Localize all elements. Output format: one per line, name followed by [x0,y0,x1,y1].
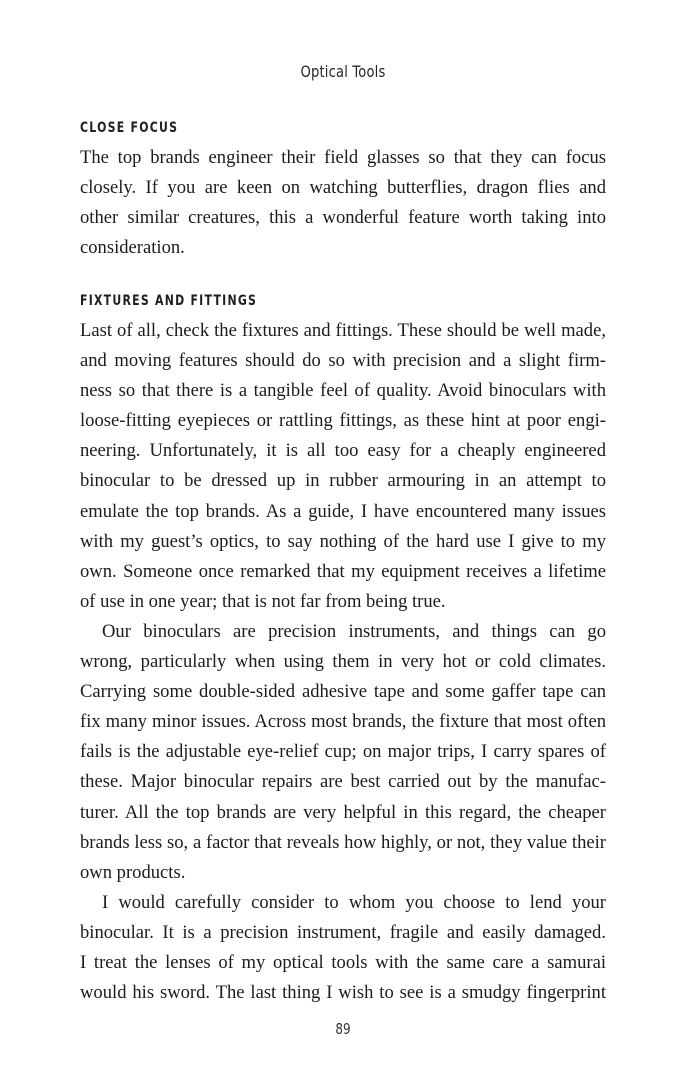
text-line: and moving features should do so with precision and a slight firm- [80,350,606,372]
text-line: these. Major binocular repairs are best carried out by the manufac- [80,771,606,793]
section-heading: FIXTURES AND FITTINGS [80,293,258,309]
text-line: brands less so, a factor that reveals how highly, or not, they value their [80,831,606,853]
text-line: The top brands engineer their field glasses so that they can focus [80,147,606,168]
text-line: would his sword. The last thing I wish to see is a smudgy fingerprint [80,982,606,1004]
paragraph [80,316,606,617]
section-heading: CLOSE FOCUS [80,120,179,136]
text-line: Carrying some double-sided adhesive tape and some gaffer tape can [80,681,606,703]
paragraph [80,617,606,888]
text-line: loose-fitting eyepieces or rattling fittings, as these hint at poor engi- [80,410,606,432]
text-line: Last of all, check the fixtures and fittings. These should be well made, [80,320,606,341]
text-line: own. Someone once remarked that my equipment receives a lifetime [80,560,606,582]
text-line: other similar creatures, this a wonderful feature worth taking into [80,207,606,229]
section-fixtures-and-fittings [80,291,606,1008]
text-line: consideration. [80,237,185,259]
running-head: Optical Tools [300,62,386,81]
text-line: own products. [80,861,186,883]
paragraph [80,143,606,263]
paragraph [80,888,606,1008]
text-line: I would carefully consider to whom you choose to lend your [102,891,606,913]
text-line: neering. Unfortunately, it is all too easy for a cheaply engineered [80,440,606,462]
text-line: fix many minor issues. Across most brands, the fixture that most often [80,711,606,733]
section-close-focus [80,118,606,263]
text-line: of use in one year; that is not far from being true. [80,590,446,612]
page-number: 89 [335,1020,351,1038]
text-line: fails is the adjustable eye-relief cup; on major trips, I carry spares of [80,741,606,763]
text-line: turer. All the top brands are very helpful in this regard, the cheaper [80,801,606,823]
text-line: closely. If you are keen on watching butterflies, dragon flies and [80,177,606,199]
text-line: emulate the top brands. As a guide, I have encountered many issues [80,500,606,522]
text-line: binocular to be dressed up in rubber armouring in an attempt to [80,470,606,492]
text-line: ness so that there is a tangible feel of quality. Avoid binoculars with [80,380,606,402]
text-line: with my guest’s optics, to say nothing of the hard use I give to my [80,530,606,552]
text-line: binocular. It is a precision instrument, fragile and easily damaged. [80,921,606,943]
text-line: I treat the lenses of my optical tools with the same care a samurai [80,951,606,973]
text-line: wrong, particularly when using them in very hot or cold climates. [80,651,606,673]
text-line: Our binoculars are precision instruments, and things can go [102,620,606,642]
